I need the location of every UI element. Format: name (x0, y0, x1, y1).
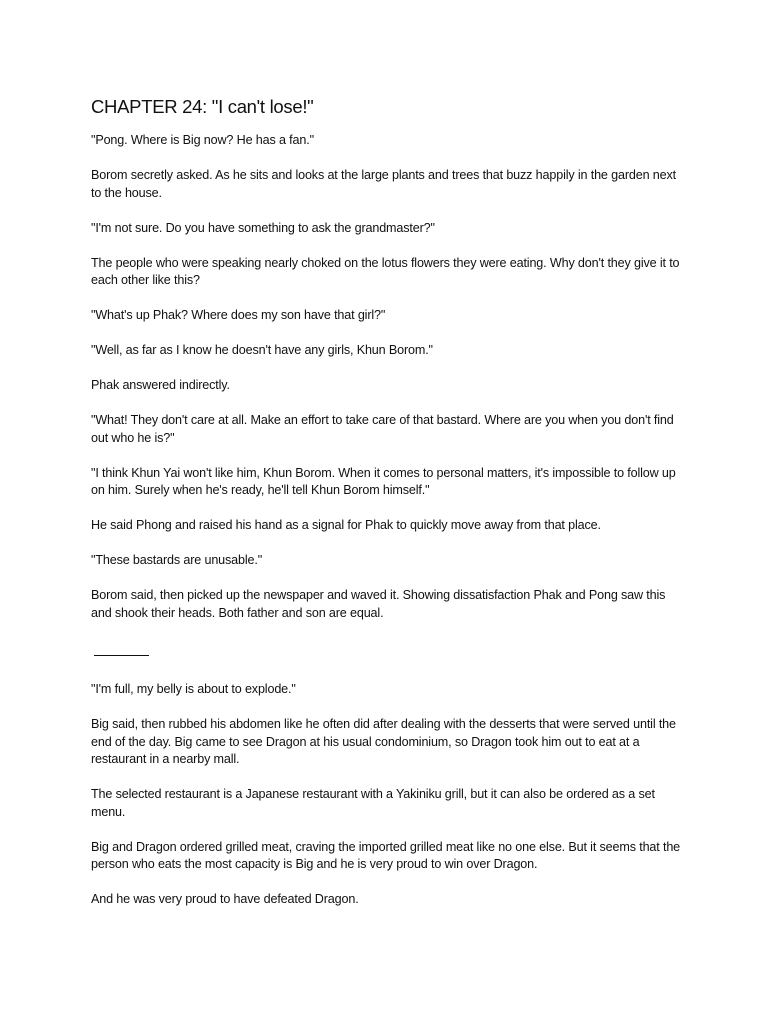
paragraph: "I think Khun Yai won't like him, Khun Borom. When it comes to personal matters, it's impossible to follow up on him. Surely when he's ready, he'll tell Khun Borom himself." (91, 465, 676, 497)
paragraph: The selected restaurant is a Japanese restaurant with a Yakiniku grill, but it can also be ordered as a set menu. (91, 787, 655, 819)
paragraph: "What's up Phak? Where does my son have that girl?" (91, 308, 386, 322)
paragraph: Phak answered indirectly. (91, 378, 230, 392)
paragraph: "I'm full, my belly is about to explode." (91, 682, 296, 696)
paragraph: Big said, then rubbed his abdomen like he often did after dealing with the desserts that were served until the end of the day. Big came to see Dragon at his usual condominium, so Dragon took him out to eat at a restaurant in a nearby mall. (91, 717, 676, 766)
paragraph: He said Phong and raised his hand as a signal for Phak to quickly move away from that place. (91, 518, 601, 532)
scene-separator-line (94, 655, 149, 656)
paragraph: Big and Dragon ordered grilled meat, craving the imported grilled meat like no one else. But it seems that the person who eats the most capacity is Big and he is very proud to win over Dragon. (91, 839, 681, 871)
paragraph: "Pong. Where is Big now? He has a fan." (91, 133, 314, 147)
paragraph: Borom secretly asked. As he sits and looks at the large plants and trees that buzz happily in the garden next to the house. (91, 168, 677, 200)
paragraph: "Well, as far as I know he doesn't have any girls, Khun Borom." (91, 343, 433, 357)
paragraph: And he was very proud to have defeated Dragon. (91, 892, 359, 906)
document-body (91, 96, 681, 926)
paragraph: Borom said, then picked up the newspaper and waved it. Showing dissatisfaction Phak and Pong saw this and shook their heads. Both father and son are equal. (91, 588, 666, 620)
paragraph: "These bastards are unusable." (91, 553, 263, 567)
chapter-title: CHAPTER 24: "I can't lose!" (91, 96, 314, 117)
paragraph: The people who were speaking nearly choked on the lotus flowers they were eating. Why don't they give it to each other like this? (91, 255, 680, 287)
paragraph: "What! They don't care at all. Make an effort to take care of that bastard. Where are you when you don't find out who he is?" (91, 413, 674, 445)
paragraph: "I'm not sure. Do you have something to ask the grandmaster?" (91, 220, 435, 235)
